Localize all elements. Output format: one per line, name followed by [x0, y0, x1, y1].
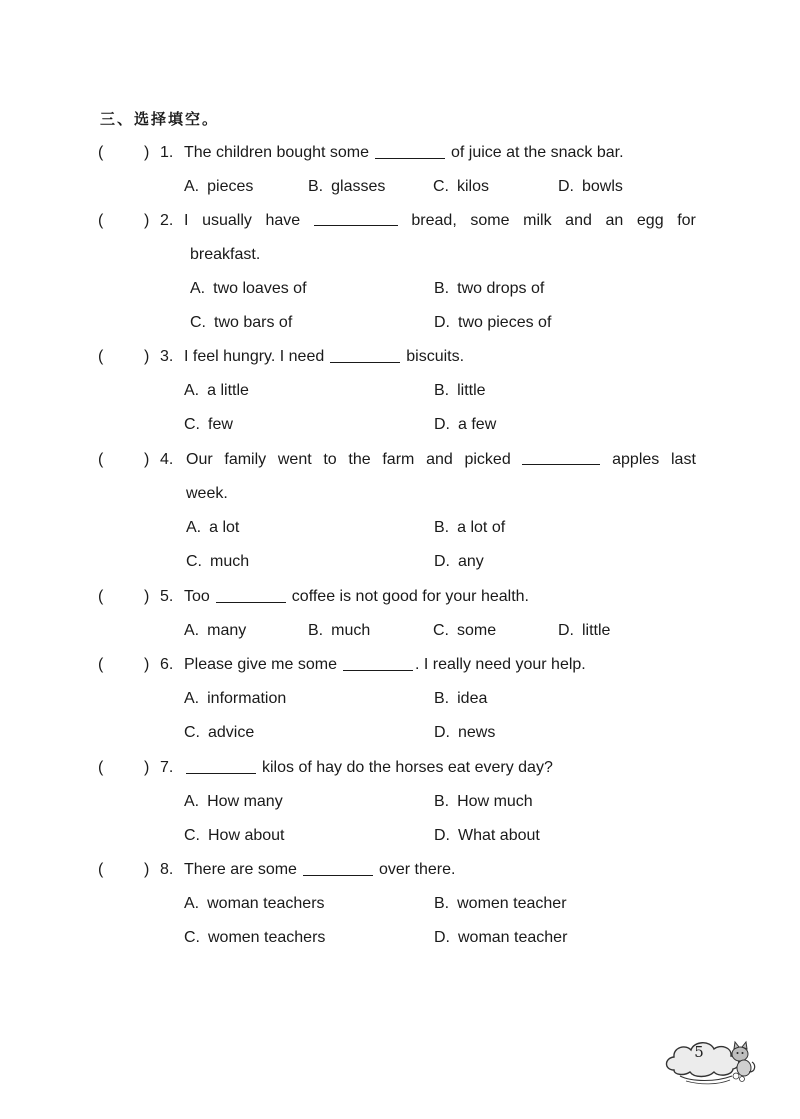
- option-letter: C.: [190, 314, 206, 331]
- answer-blank: [216, 586, 286, 603]
- question-stem: [184, 209, 696, 233]
- option-a[interactable]: [184, 687, 286, 711]
- option-text: little: [582, 622, 611, 639]
- option-d[interactable]: [434, 824, 540, 848]
- answer-paren[interactable]: [98, 141, 150, 165]
- option-letter: C.: [184, 416, 200, 433]
- answer-paren[interactable]: [98, 209, 150, 233]
- option-text: idea: [457, 690, 488, 707]
- page-number: 5: [694, 1043, 704, 1061]
- stem-word: family: [224, 451, 267, 468]
- answer-blank: [186, 757, 256, 774]
- option-a[interactable]: [190, 277, 307, 301]
- option-text: woman teacher: [458, 929, 568, 946]
- stem-word: Our: [186, 451, 213, 468]
- paren-left: (: [98, 144, 104, 161]
- option-text: kilos: [457, 178, 490, 195]
- option-text: women teacher: [457, 895, 567, 912]
- option-text: How about: [208, 827, 285, 844]
- option-letter: A.: [184, 622, 200, 639]
- stem-word: usually: [202, 212, 252, 229]
- stem-word: some: [470, 212, 510, 229]
- option-c[interactable]: [184, 926, 325, 950]
- option-a[interactable]: [184, 892, 325, 916]
- question-number: 8.: [160, 861, 174, 878]
- option-letter: C.: [186, 553, 202, 570]
- option-letter: A.: [184, 793, 200, 810]
- paren-right: ): [144, 759, 150, 776]
- question-stem: [184, 653, 586, 677]
- option-text: any: [458, 553, 484, 570]
- paren-left: (: [98, 451, 104, 468]
- stem-after: biscuits.: [406, 348, 465, 365]
- stem-word: and: [565, 212, 592, 229]
- stem-word: bread,: [411, 212, 457, 229]
- page-number-badge: [660, 1032, 760, 1088]
- paren-left: (: [98, 588, 104, 605]
- question-stem: [184, 141, 624, 165]
- question-stem: [184, 345, 464, 369]
- option-d[interactable]: [434, 721, 495, 745]
- option-text: information: [207, 690, 287, 707]
- question-number: 7.: [160, 759, 174, 776]
- option-b[interactable]: [434, 687, 487, 711]
- option-letter: A.: [184, 690, 200, 707]
- stem-before: There are some: [184, 861, 297, 878]
- answer-blank: [314, 209, 398, 226]
- option-text: How much: [457, 793, 533, 810]
- option-letter: D.: [558, 178, 574, 195]
- section-title: 三、选择填空。: [100, 110, 220, 128]
- paren-right: ): [144, 212, 150, 229]
- option-c[interactable]: [184, 721, 254, 745]
- stem-word: for: [677, 212, 696, 229]
- question-number: 1.: [160, 144, 174, 161]
- option-text: bowls: [582, 178, 623, 195]
- stem-word: I: [184, 212, 189, 229]
- stem-after: over there.: [378, 861, 456, 878]
- option-letter: B.: [434, 690, 450, 707]
- answer-blank: [343, 654, 413, 671]
- answer-paren[interactable]: [98, 345, 150, 369]
- option-d[interactable]: [434, 413, 496, 437]
- option-text: pieces: [207, 178, 254, 195]
- option-text: much: [331, 622, 371, 639]
- option-letter: A.: [184, 382, 200, 399]
- paren-left: (: [98, 656, 104, 673]
- question-number: 6.: [160, 656, 174, 673]
- option-text: a little: [207, 382, 249, 399]
- stem-after: coffee is not good for your health.: [291, 588, 529, 605]
- option-text: a lot: [209, 519, 240, 536]
- question-number: 2.: [160, 212, 174, 229]
- option-text: few: [208, 416, 233, 433]
- paren-left: (: [98, 212, 104, 229]
- stem-word: an: [605, 212, 624, 229]
- paren-right: ): [144, 451, 150, 468]
- option-d[interactable]: [558, 619, 610, 643]
- stem-word: farm: [382, 451, 415, 468]
- option-text: two bars of: [214, 314, 293, 331]
- option-letter: B.: [308, 622, 324, 639]
- answer-paren[interactable]: [98, 858, 150, 882]
- paren-left: (: [98, 348, 104, 365]
- question-number: 5.: [160, 588, 174, 605]
- option-b[interactable]: [434, 790, 533, 814]
- option-letter: B.: [434, 382, 450, 399]
- paren-right: ): [144, 144, 150, 161]
- answer-blank: [375, 142, 445, 159]
- answer-paren[interactable]: [98, 585, 150, 609]
- option-c[interactable]: [184, 413, 233, 437]
- answer-blank: [303, 859, 373, 876]
- option-letter: C.: [433, 622, 449, 639]
- stem-word: apples: [612, 451, 660, 468]
- stem-before: I feel hungry. I need: [184, 348, 325, 365]
- option-d[interactable]: [434, 311, 551, 335]
- option-letter: D.: [434, 553, 450, 570]
- option-letter: A.: [184, 895, 200, 912]
- stem-word: the: [348, 451, 371, 468]
- stem-before: Please give me some: [184, 656, 337, 673]
- stem-word: and: [426, 451, 453, 468]
- answer-blank: [522, 448, 600, 465]
- option-a[interactable]: [184, 790, 283, 814]
- option-b[interactable]: [434, 892, 567, 916]
- option-letter: C.: [184, 929, 200, 946]
- option-c[interactable]: [184, 824, 285, 848]
- option-letter: B.: [434, 895, 450, 912]
- stem-after: kilos of hay do the horses eat every day?: [262, 759, 553, 776]
- question-stem: [186, 448, 696, 472]
- option-letter: B.: [434, 793, 450, 810]
- option-a[interactable]: [184, 379, 249, 403]
- answer-blank: [330, 346, 400, 363]
- option-text: two drops of: [457, 280, 545, 297]
- stem-word: milk: [523, 212, 552, 229]
- paren-right: ): [144, 348, 150, 365]
- option-letter: A.: [186, 519, 202, 536]
- option-letter: B.: [308, 178, 324, 195]
- option-text: a lot of: [457, 519, 506, 536]
- question-stem: [184, 585, 529, 609]
- stem-word: have: [265, 212, 301, 229]
- paren-right: ): [144, 656, 150, 673]
- option-c[interactable]: [186, 550, 249, 574]
- option-c[interactable]: [190, 311, 292, 335]
- stem-before: The children bought some: [184, 144, 369, 161]
- stem-word: egg: [636, 212, 664, 229]
- question-number: 4.: [160, 451, 174, 468]
- option-b[interactable]: [308, 619, 370, 643]
- option-text: women teachers: [208, 929, 326, 946]
- option-text: news: [458, 724, 496, 741]
- option-b[interactable]: [434, 379, 486, 403]
- stem-continuation: week.: [186, 485, 228, 502]
- option-a[interactable]: [184, 619, 246, 643]
- option-letter: D.: [434, 314, 450, 331]
- option-text: little: [457, 382, 486, 399]
- option-letter: C.: [184, 827, 200, 844]
- option-letter: B.: [434, 280, 450, 297]
- option-text: much: [210, 553, 250, 570]
- question-stem: [184, 756, 553, 780]
- stem-word: went: [277, 451, 312, 468]
- option-d[interactable]: [434, 926, 567, 950]
- paren-left: (: [98, 759, 104, 776]
- stem-word: picked: [464, 451, 511, 468]
- option-letter: D.: [434, 929, 450, 946]
- option-a[interactable]: [184, 175, 253, 199]
- option-text: some: [457, 622, 497, 639]
- option-d[interactable]: [558, 175, 623, 199]
- question-stem: [184, 858, 455, 882]
- option-text: How many: [207, 793, 283, 810]
- stem-after: . I really need your help.: [414, 656, 586, 673]
- option-letter: A.: [190, 280, 206, 297]
- paren-right: ): [144, 588, 150, 605]
- option-text: woman teachers: [207, 895, 325, 912]
- answer-paren[interactable]: [98, 448, 150, 472]
- question-number: 3.: [160, 348, 174, 365]
- option-letter: C.: [433, 178, 449, 195]
- option-letter: D.: [558, 622, 574, 639]
- option-text: a few: [458, 416, 497, 433]
- option-letter: D.: [434, 827, 450, 844]
- option-b[interactable]: [434, 516, 505, 540]
- stem-after: of juice at the snack bar.: [451, 144, 624, 161]
- option-letter: C.: [184, 724, 200, 741]
- option-text: advice: [208, 724, 255, 741]
- option-letter: D.: [434, 416, 450, 433]
- option-letter: D.: [434, 724, 450, 741]
- answer-paren[interactable]: [98, 653, 150, 677]
- option-b[interactable]: [308, 175, 385, 199]
- paren-left: (: [98, 861, 104, 878]
- paren-right: ): [144, 861, 150, 878]
- stem-continuation: breakfast.: [190, 246, 261, 263]
- option-text: glasses: [331, 178, 386, 195]
- option-c[interactable]: [433, 619, 496, 643]
- answer-paren[interactable]: [98, 756, 150, 780]
- option-text: two pieces of: [458, 314, 552, 331]
- option-a[interactable]: [186, 516, 239, 540]
- option-text: many: [207, 622, 247, 639]
- option-letter: B.: [434, 519, 450, 536]
- option-letter: A.: [184, 178, 200, 195]
- stem-before: Too: [184, 588, 210, 605]
- stem-word: to: [323, 451, 337, 468]
- option-b[interactable]: [434, 277, 544, 301]
- option-text: two loaves of: [213, 280, 307, 297]
- option-text: What about: [458, 827, 540, 844]
- option-c[interactable]: [433, 175, 489, 199]
- option-d[interactable]: [434, 550, 484, 574]
- stem-word: last: [670, 451, 696, 468]
